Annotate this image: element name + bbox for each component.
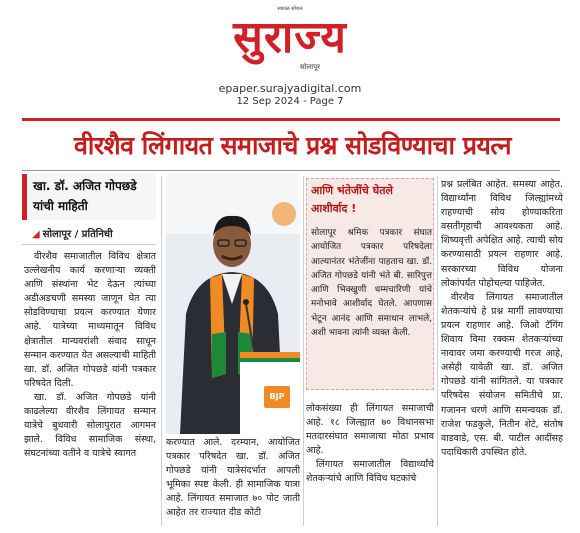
edition-date-page: 12 Sep 2024 - Page 7 bbox=[236, 96, 344, 107]
triangle-icon: ◢ bbox=[32, 229, 40, 240]
article-paragraph: लिंगायत समाजातील विद्यार्थ्यांचे शेतकऱ्यांचे आणि विविध घटकांचे bbox=[306, 459, 434, 485]
epaper-url[interactable]: epaper.surajyadigital.com bbox=[218, 82, 362, 95]
article-paragraph: खा. डॉ. अजित गोपछडे यांनी काढलेल्या वीरशैव लिंगायत सन्मान यात्रेचे बुधवारी सोलापुरात आगमन झाले. विविध सामाजिक संस्था, संघटनांच्या वतीने व यात्रेचे स्वागत bbox=[24, 391, 156, 460]
article-headline: वीरशैव लिंगायत समाजाचे प्रश्न सोडविण्याचा प्रयत्न bbox=[74, 131, 511, 160]
newspaper-logo[interactable]: सुराज्य bbox=[233, 12, 347, 63]
dateline bbox=[32, 226, 113, 240]
headline-top-rule bbox=[22, 118, 560, 121]
article-paragraph: लोकसंख्या ही लिंगायत समाजाची आहे. १८ जिल्ह्यात ७० विधानसभा मतदारसंघात समाजाचा मोठा प्रभाव आहे. bbox=[306, 403, 434, 457]
article-paragraph: वीरशैव लिंगायत समाजातील शेतकऱ्यांचे हे प्रश्न मार्गी लावण्याचा प्रयत्न राहणार आहे. जिओ टॅगिंग शिवाय विमा रक्कम शेतकऱ्यांच्या नावावर जमा करण्याची गरज आहे, असेही यावेळी खा. डॉ. अजित गोपछडे यांनी सांगितले. या पत्रकार परिषदेस संयोजन समितीचे प्रा. गजानन धरणे आणि समन्वयक डॉ. राजेश फडकुले, नितीन शेटे, संतोष वाडवाडे, एस. बी. पाटील आदींसह पदाधिकारी उपस्थित होते. bbox=[441, 291, 563, 458]
column-divider bbox=[437, 176, 438, 526]
bjp-badge: BJP bbox=[264, 386, 290, 408]
logo-city: सोलापूर bbox=[300, 63, 320, 71]
sidebox-title: आणि भंतेजींचे घेतले आशीर्वाद ! bbox=[311, 184, 393, 215]
sidebox-text: सोलापूर श्रमिक पत्रकार संघात आयोजित पत्रकार परिषदेला आल्यानंतर भंतेजींना पाहताच खा. डॉ. अजित गोपछडे यांनी भंते बी. सारिपुत्त आणि भिक्खुणी धम्मचारिणी यांचे मनोभावे आशीर्वाद घेतले. आपणास भेटून आनंद आणि समाधान लाभले, अशी भावना त्यांनी व्यक्त केली. bbox=[311, 228, 432, 339]
article-paragraph: प्रश्न प्रलंबित आहेत. समस्या आहेत. विद्यार्थ्यांना विविध जिल्ह्यांमध्ये राहण्याची सोय होण्याकरिता वसतीगृहाची आवश्यकता आहे. शिष्यवृत्ती अपेक्षित आहे. त्याची सोय करण्यासाठी प्रयत्न राहणार आहे. सरकारच्या विविध योजना लोकांपर्यंत पोहोचल्या पाहिजेत. bbox=[441, 179, 563, 289]
article-photo bbox=[166, 174, 300, 434]
masthead-tagline: सकाळ सोशल bbox=[277, 6, 303, 12]
article-column-3 bbox=[306, 402, 434, 528]
article-column-1 bbox=[24, 250, 156, 526]
dateline-rule bbox=[22, 244, 156, 245]
dateline-text: सोलापूर / प्रतिनिधी bbox=[42, 229, 113, 240]
column-divider bbox=[303, 176, 304, 526]
article-paragraph: करण्यात आले. दरम्यान, आयोजित पत्रकार परिषदेत खा. डॉ. अजित गोपछडे यांनी यात्रेसंदर्भात आपली भूमिका स्पष्ट केली. ही सामाजिक यात्रा आहे. लिंगायत समाजात ७० पोट जाती आहेत तर राज्यात दीड कोटी bbox=[166, 437, 300, 519]
info-title: खा. डॉ. अजित गोपछडे यांची माहिती bbox=[33, 179, 137, 213]
article-paragraph: वीरशैव समाजातील विविध क्षेत्रात उल्लेखनीय कार्य करणाऱ्या व्यक्ती आणि संस्थांना भेट देऊन त्यांच्या अडीअडचणी समस्या जाणून घेत त्या सोडविण्याचा प्रयत्न करण्यात येणार आहे. यात्रेच्या माध्यमातून विविध क्षेत्रातील मान्यवरांशी संवाद साधून सन्मान करण्यात येत असल्याची माहिती खा. डॉ. अजित गोपछडे यांनी पत्रकार परिषदेत दिली. bbox=[24, 251, 156, 389]
article-column-4 bbox=[441, 178, 563, 528]
info-box bbox=[22, 174, 156, 220]
column-divider bbox=[161, 176, 162, 526]
article-column-2 bbox=[166, 436, 300, 528]
headline-bottom-rule bbox=[22, 170, 560, 171]
